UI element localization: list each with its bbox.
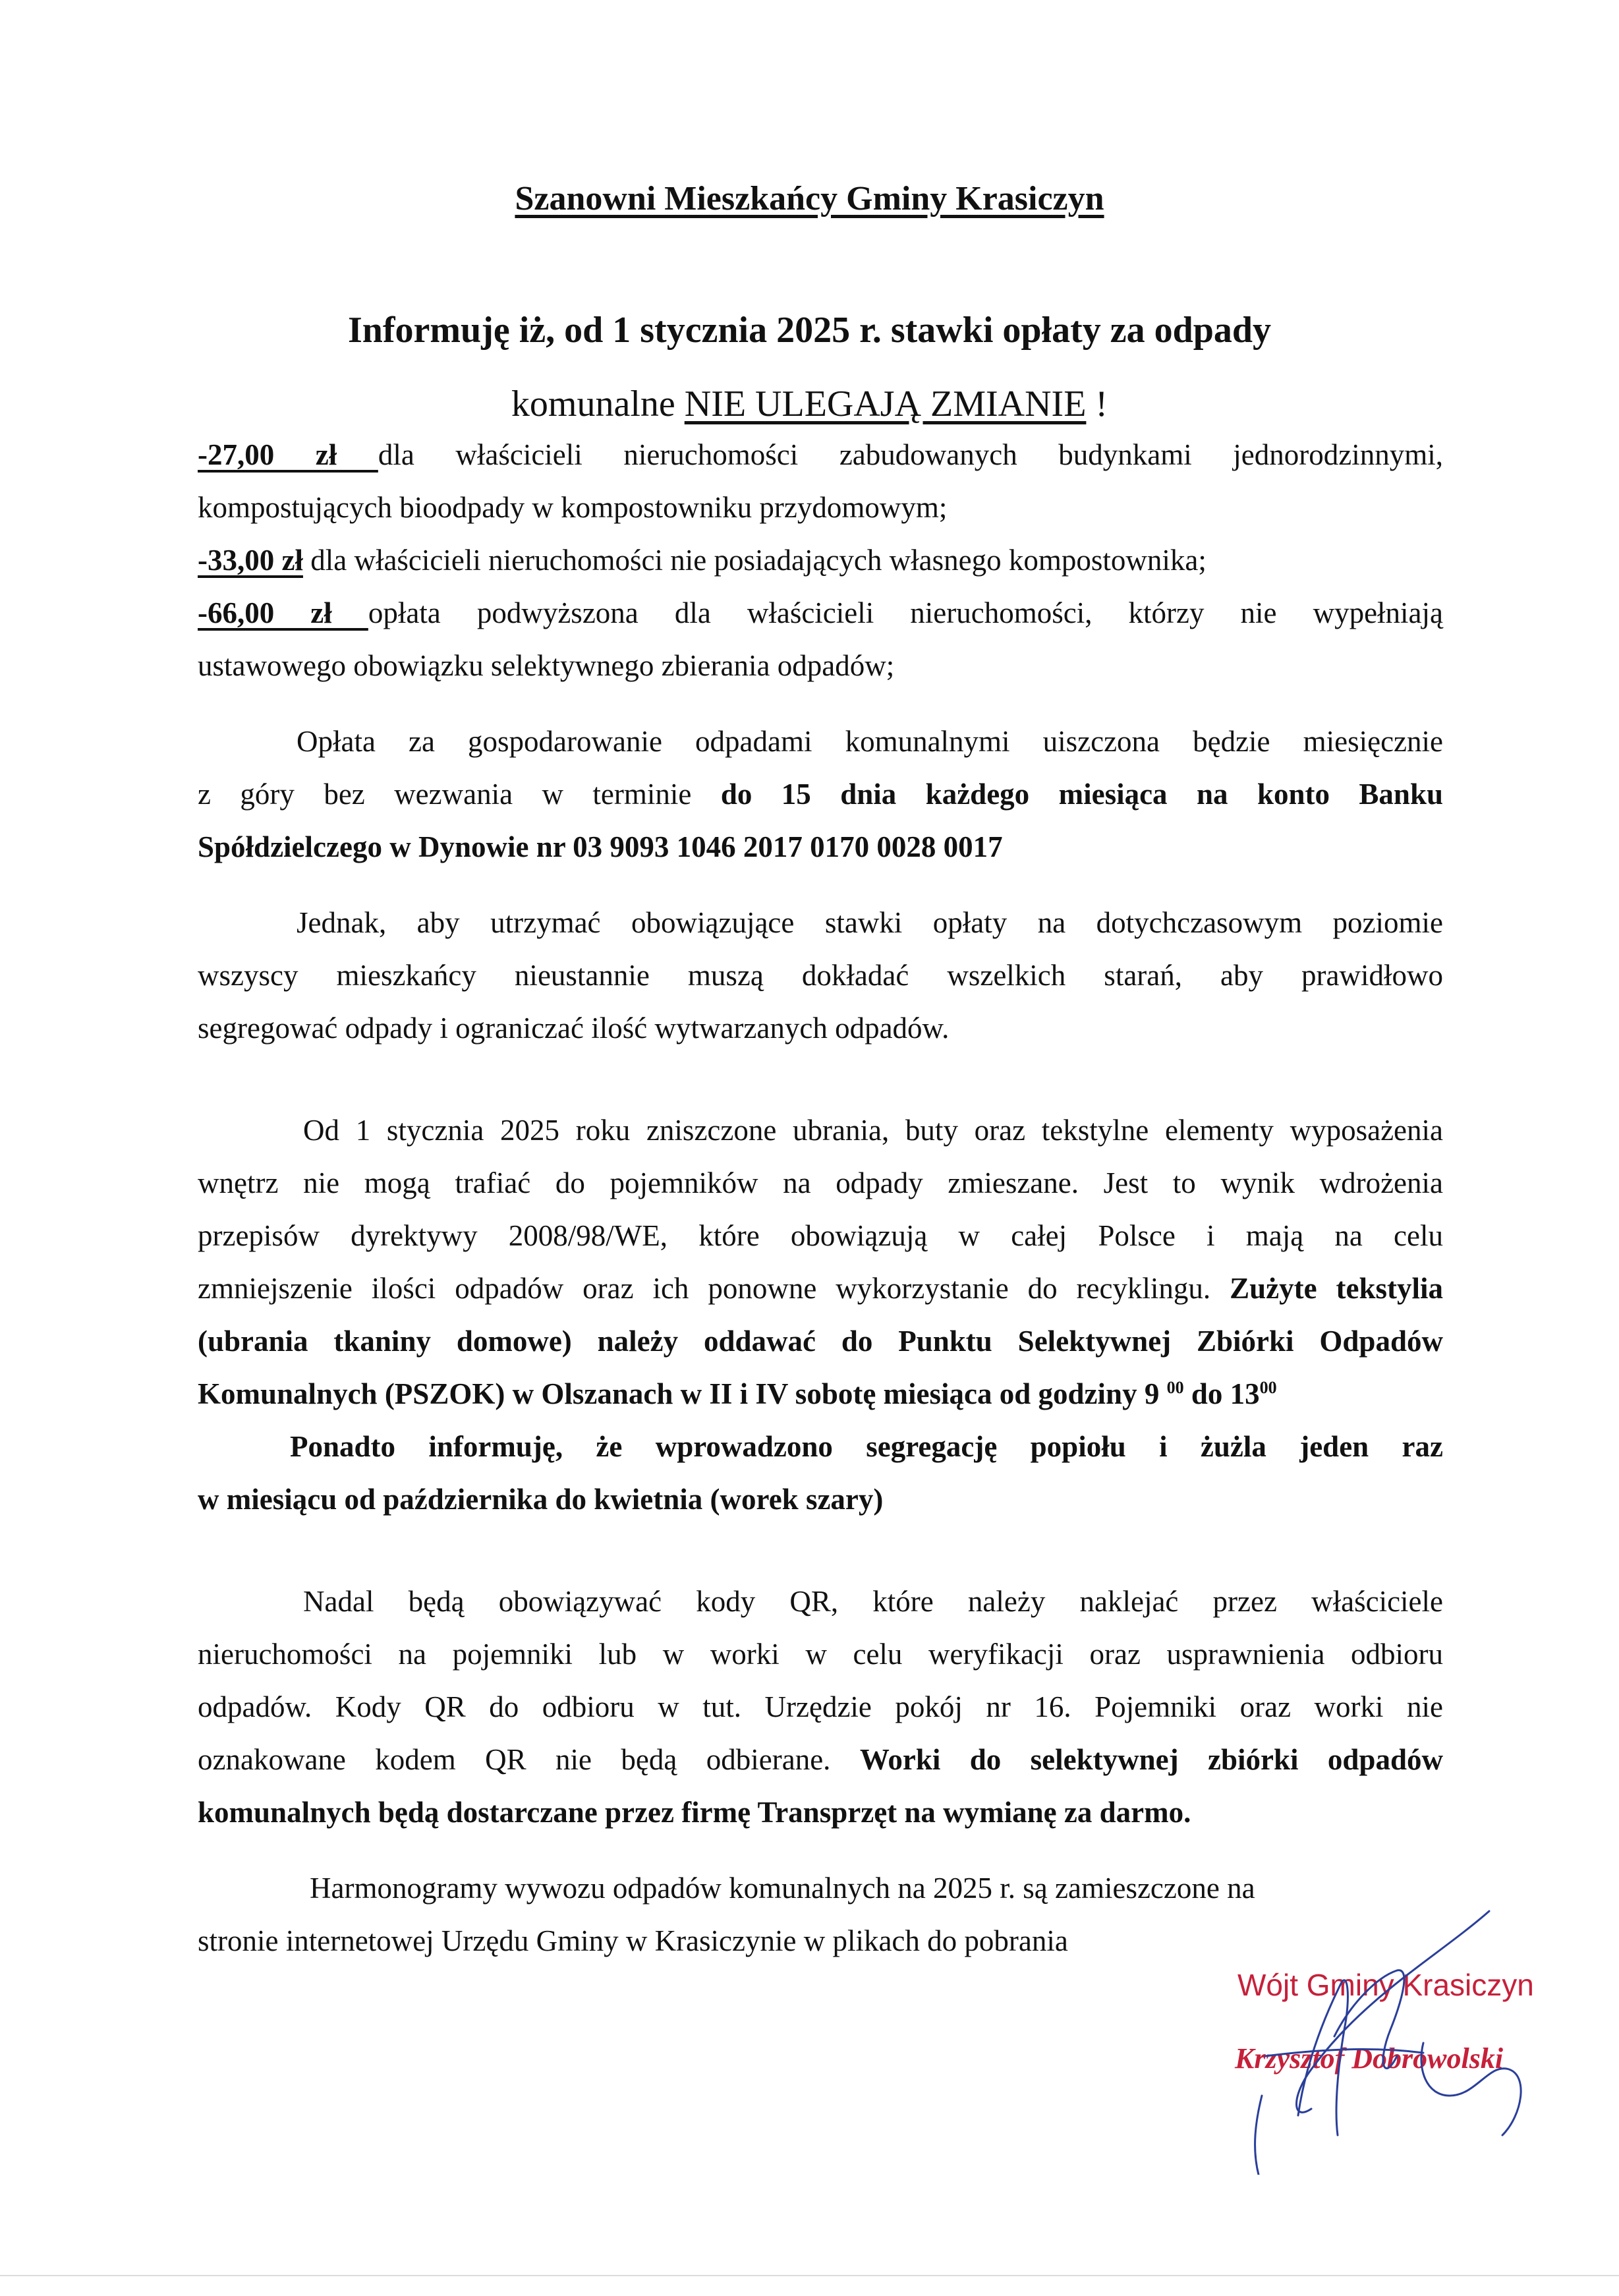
rate-3-line-1: -66,00 zł opłata podwyższona dla właścicieli nieruchomości, którzy nie wypełniają	[198, 596, 1443, 629]
keep-rates-line-2: wszyscy mieszkańcy nieustannie muszą dokładać wszelkich starań, aby prawidłowo	[198, 959, 1443, 992]
qr-line-1: Nadal będą obowiązywać kody QR, które należy naklejać przez właściciele	[303, 1585, 1443, 1618]
no-change-emphasis: NIE ULEGAJĄ ZMIANIE	[684, 384, 1087, 424]
headline-line-2: komunalne NIE ULEGAJĄ ZMIANIE !	[511, 384, 1108, 424]
qr-line-4: oznakowane kodem QR nie będą odbierane. Worki do selektywnej zbiórki odpadów	[198, 1743, 1443, 1776]
rate-2-amount: -33,00 zł	[198, 544, 303, 577]
keep-rates-line-3: segregować odpady i ograniczać ilość wytwarzanych odpadów.	[198, 1012, 950, 1045]
stamp-title: Wójt Gminy Krasiczyn	[1237, 1968, 1534, 2002]
qr-line-3: odpadów. Kody QR do odbioru w tut. Urzędzie pokój nr 16. Pojemniki oraz worki nie	[198, 1690, 1443, 1723]
handwritten-signature	[1199, 1898, 1595, 2175]
textiles-line-2: wnętrz nie mogą trafiać do pojemników na odpady zmieszane. Jest to wynik wdrożenia	[198, 1166, 1443, 1199]
textiles-line-6: Komunalnych (PSZOK) w Olszanach w II i IV sobotę miesiąca od godziny 9 $^{00}$ do $13^{00}$	[198, 1377, 1277, 1410]
payment-line-2: z góry bez wezwania w terminie do 15 dnia każdego miesiąca na konto Banku	[198, 778, 1444, 811]
qr-line-5: komunalnych będą dostarczane przez firmę Transprzęt na wymianę za darmo.	[198, 1796, 1191, 1829]
signature-stroke	[1255, 2096, 1262, 2175]
ash-line-2: w miesiącu od października do kwietnia (worek szary)	[198, 1483, 884, 1516]
rate-1-amount: -27,00 zł	[198, 438, 378, 471]
scan-edge-line	[0, 2275, 1619, 2276]
schedule-line-1: Harmonogramy wywozu odpadów komunalnych na 2025 r. są zamieszczone na	[310, 1872, 1255, 1905]
signature-stroke	[1265, 2050, 1423, 2056]
greeting-title: Szanowni Mieszkańcy Gminy Krasiczyn	[515, 180, 1104, 217]
textiles-line-3: przepisów dyrektywy 2008/98/WE, które obowiązują w całej Polsce i mają na celu	[198, 1219, 1443, 1252]
payment-line-1: Opłata za gospodarowanie odpadami komunalnymi uiszczona będzie miesięcznie	[297, 725, 1443, 758]
headline-line-1: Informuję iż, od 1 stycznia 2025 r. stawki opłaty za odpady	[347, 310, 1272, 351]
textiles-line-5: (ubrania tkaniny domowe) należy oddawać do Punktu Selektywnej Zbiórki Odpadów	[198, 1325, 1443, 1358]
rate-1-line-1: -27,00 zł dla właścicieli nieruchomości zabudowanych budynkami jednorodzinnymi,	[198, 438, 1443, 471]
signature-stroke	[1297, 1911, 1490, 2112]
schedule-line-2: stronie internetowej Urzędu Gminy w Krasiczynie w plikach do pobrania	[198, 1924, 1068, 1957]
textiles-line-4: zmniejszenie ilości odpadów oraz ich ponowne wykorzystanie do recyklingu. Zużyte tekstylia	[198, 1272, 1443, 1305]
rate-2-line: -33,00 zł dla właścicieli nieruchomości nie posiadających własnego kompostownika;	[198, 544, 1207, 577]
signature-stroke	[1421, 2043, 1521, 2135]
textiles-line-1: Od 1 stycznia 2025 roku zniszczone ubrania, buty oraz tekstylne elementy wyposażenia	[303, 1114, 1443, 1147]
ash-line-1: Ponadto informuję, że wprowadzono segregację popiołu i żużla jeden raz	[290, 1430, 1443, 1463]
rate-3-line-2: ustawowego obowiązku selektywnego zbierania odpadów;	[198, 649, 895, 682]
keep-rates-line-1: Jednak, aby utrzymać obowiązujące stawki opłaty na dotychczasowym poziomie	[297, 906, 1443, 939]
rate-3-amount: -66,00 zł	[198, 596, 368, 629]
qr-line-2: nieruchomości na pojemniki lub w worki w celu weryfikacji oraz usprawnienia odbioru	[198, 1638, 1443, 1671]
headline	[0, 293, 1619, 441]
payment-line-3: Spółdzielczego w Dynowie nr 03 9093 1046 2017 0170 0028 0017	[198, 830, 1003, 863]
stamp-name: Krzysztof Dobrowolski	[1235, 2042, 1504, 2075]
rate-1-line-2: kompostujących bioodpady w kompostowniku przydomowym;	[198, 491, 948, 524]
